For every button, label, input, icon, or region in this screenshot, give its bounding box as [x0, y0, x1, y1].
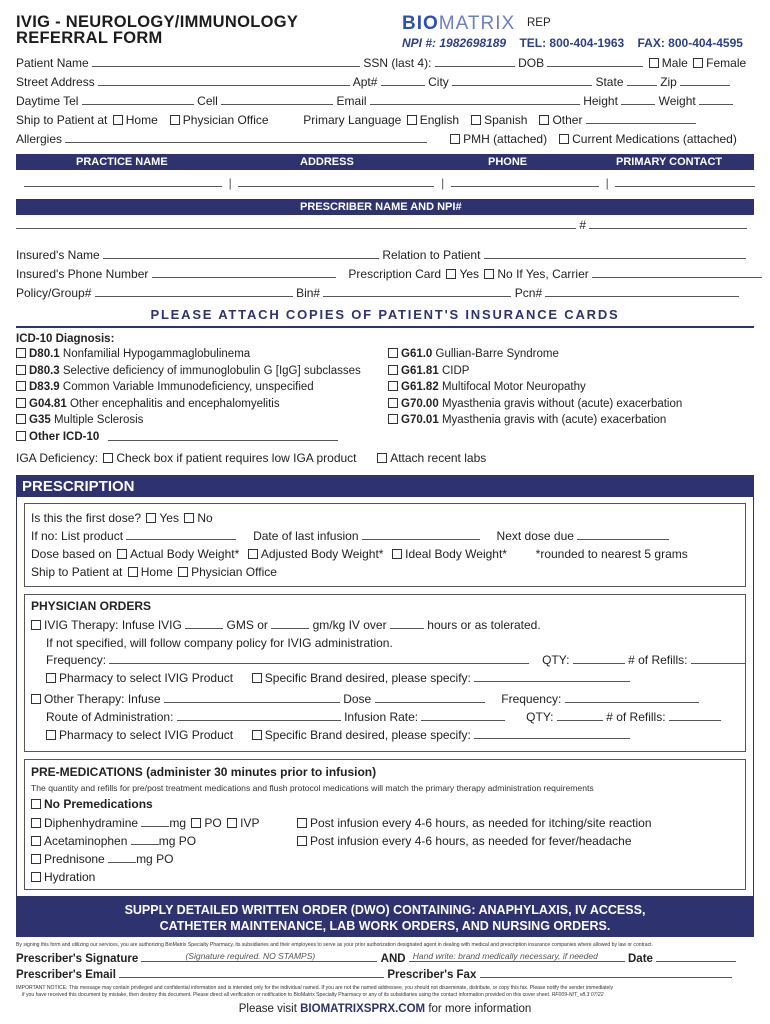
- insured-name-field[interactable]: [103, 248, 379, 259]
- post1-checkbox[interactable]: [297, 818, 307, 828]
- rounded-note: *rounded to nearest 5 grams: [535, 547, 688, 561]
- ssn-field[interactable]: [435, 56, 515, 67]
- patient-row-2: [16, 75, 730, 89]
- patient-row-4: [16, 113, 696, 127]
- prescriber-npi-field[interactable]: [589, 218, 747, 229]
- ivig-checkbox[interactable]: [31, 620, 41, 630]
- logo-rep: REP: [527, 17, 551, 29]
- city-label: City: [428, 75, 449, 89]
- other-language-checkbox[interactable]: [539, 115, 549, 125]
- icd-description: Myasthenia gravis without (acute) exacerbation: [441, 397, 683, 410]
- icd-right-list: [388, 347, 682, 430]
- primary-contact-header: PRIMARY CONTACT: [616, 156, 723, 168]
- rx-ship-row: [31, 565, 277, 579]
- icd-option: [388, 364, 682, 381]
- hydration-checkbox[interactable]: [31, 872, 41, 882]
- ideal-bw-checkbox[interactable]: [392, 549, 402, 559]
- physician-orders-title: PHYSICIAN ORDERS: [31, 599, 152, 613]
- pred-mg-po-label: mg PO: [136, 852, 174, 866]
- contact-line: [402, 36, 743, 50]
- dose-based-row: [31, 547, 688, 561]
- ivig-row: [31, 618, 541, 632]
- next-dose-field[interactable]: [577, 529, 669, 540]
- frequency-field[interactable]: [109, 653, 529, 664]
- carrier-field[interactable]: [592, 267, 762, 278]
- aceta-mg-po-label: mg PO: [158, 834, 197, 848]
- dwo-line2: CATHETER MAINTENANCE, LAB WORK ORDERS, AND NURSING ORDERS.: [159, 919, 611, 933]
- iga-checkbox[interactable]: [103, 453, 113, 463]
- other-language-field[interactable]: [586, 113, 696, 124]
- post2-row: [297, 834, 632, 848]
- pred-dose-field[interactable]: [108, 852, 136, 863]
- first-dose-yes-checkbox[interactable]: [146, 513, 156, 523]
- website-link[interactable]: BIOMATRIXSPRX.COM: [300, 1003, 426, 1015]
- icd-checkbox[interactable]: [16, 365, 26, 375]
- other-refills-field[interactable]: [669, 710, 721, 721]
- pcn-label: Pcn#: [514, 286, 543, 300]
- no-premeds-label: No Premedications: [44, 797, 153, 811]
- icd-description: Other encephalitis and encephalomyelitis: [69, 397, 280, 410]
- dose-label: Dose: [343, 692, 372, 706]
- policy-label: Policy/Group#: [16, 286, 92, 300]
- signature-label: Prescriber's Signature: [16, 953, 139, 965]
- rx-card-yes-label: Yes: [459, 267, 480, 281]
- height-field[interactable]: [621, 94, 655, 105]
- ivig-pharmacy-select-checkbox[interactable]: [46, 673, 56, 683]
- form-title: [16, 14, 298, 46]
- ssn-label: SSN (last 4):: [363, 56, 432, 70]
- daytime-tel-label: Daytime Tel: [16, 94, 79, 108]
- gms-label: GMS or: [226, 618, 268, 632]
- icd-description: Nonfamilial Hypogammaglobulinema: [62, 348, 251, 360]
- apt-label: Apt#: [352, 75, 378, 89]
- prescriber-header-bar: [16, 199, 754, 215]
- relation-field[interactable]: [484, 248, 746, 259]
- daytime-tel-field[interactable]: [82, 94, 194, 105]
- rx-card-yes-checkbox[interactable]: [446, 269, 456, 279]
- icd-code: G70.00: [401, 397, 439, 410]
- refills-field[interactable]: [691, 653, 745, 664]
- icd-description: Gullian-Barre Syndrome: [435, 348, 559, 360]
- next-dose-label: Next dose due: [496, 529, 574, 543]
- actual-bw-label: Actual Body Weight*: [130, 547, 240, 561]
- phone-header: PHONE: [488, 156, 528, 168]
- signature-row: [16, 951, 736, 966]
- route-row: [46, 710, 721, 724]
- other-specific-brand-checkbox[interactable]: [252, 730, 262, 740]
- patient-row-3: [16, 94, 733, 108]
- height-label: Height: [583, 94, 618, 108]
- last-infusion-field[interactable]: [362, 529, 480, 540]
- post2-label: Post infusion every 4-6 hours, as needed for fever/headache: [310, 834, 632, 848]
- prescriber-npi-label: #: [579, 218, 587, 232]
- state-field[interactable]: [627, 75, 657, 86]
- prescriber-email-field[interactable]: [119, 967, 384, 978]
- prescriber-fax-field[interactable]: [480, 967, 732, 978]
- insured-phone-field[interactable]: [152, 267, 336, 278]
- ship-office-checkbox[interactable]: [170, 115, 180, 125]
- pred-label: Prednisone: [44, 852, 105, 866]
- other-pharmacy-select-label: Pharmacy to select IVIG Product: [59, 728, 234, 742]
- zip-field[interactable]: [680, 75, 730, 86]
- practice-row: | | |: [16, 176, 755, 190]
- icd-left-list: [16, 347, 361, 446]
- primary-language-label: Primary Language: [303, 113, 402, 127]
- diphen-dose-field[interactable]: [141, 816, 169, 827]
- patient-name-field[interactable]: [92, 56, 360, 67]
- hydration-label: Hydration: [44, 870, 96, 884]
- practice-name-field[interactable]: [24, 176, 222, 187]
- icd-code: G61.0: [401, 348, 433, 360]
- signature-field[interactable]: [141, 951, 377, 962]
- first-dose-no-label: No: [197, 511, 213, 525]
- first-dose-no-checkbox[interactable]: [184, 513, 194, 523]
- prescriber-email-label: Prescriber's Email: [16, 969, 116, 981]
- spanish-label: Spanish: [484, 113, 528, 127]
- frequency-label: Frequency:: [46, 653, 107, 667]
- icd-code: G70.01: [401, 414, 439, 426]
- ship-office-label: Physician Office: [182, 113, 269, 127]
- allergies-label: Allergies: [16, 132, 63, 146]
- visit-label: Please visit: [238, 1003, 297, 1015]
- rx-ship-home-checkbox[interactable]: [128, 567, 138, 577]
- icd-code: Other ICD-10: [29, 430, 100, 443]
- other-language-label: Other: [552, 113, 583, 127]
- hours-label: hours or as tolerated.: [427, 618, 541, 632]
- other-therapy-row: [31, 692, 699, 706]
- email-field[interactable]: [370, 94, 580, 105]
- visit-line: [0, 1003, 770, 1015]
- other-therapy-checkbox[interactable]: [31, 694, 41, 704]
- insurance-row-2: [16, 267, 762, 281]
- ship-home-checkbox[interactable]: [113, 115, 123, 125]
- dwo-bar: [16, 897, 754, 937]
- other-pharmacy-row: [46, 728, 630, 742]
- other-pharmacy-select-checkbox[interactable]: [46, 730, 56, 740]
- dose-based-label: Dose based on: [31, 547, 112, 561]
- post2-checkbox[interactable]: [297, 836, 307, 846]
- female-label: Female: [706, 56, 747, 70]
- iga-check-label: Check box if patient requires low IGA product: [116, 451, 357, 465]
- icd-option: [16, 380, 361, 397]
- icd-option: [388, 347, 682, 364]
- icd-option: [16, 430, 361, 447]
- street-field[interactable]: [98, 75, 350, 86]
- other-icd-field[interactable]: [108, 440, 338, 441]
- icd-option: [16, 413, 361, 430]
- other-qty-label: QTY:: [526, 710, 554, 724]
- date-label: Date: [628, 953, 653, 965]
- street-label: Street Address: [16, 75, 95, 89]
- refills-label: # of Refills:: [628, 653, 688, 667]
- actual-bw-checkbox[interactable]: [117, 549, 127, 559]
- icd-code: G61.82: [401, 381, 439, 393]
- insurance-row-1: [16, 248, 746, 262]
- policy-note: If not specified, will follow company policy for IVIG administration.: [46, 636, 393, 650]
- diphen-ivp-label: IVP: [240, 816, 260, 830]
- premeds-title: PRE-MEDICATIONS (administer 30 minutes prior to infusion): [31, 765, 377, 779]
- icd-checkbox[interactable]: [16, 431, 26, 441]
- icd-option: [388, 397, 682, 414]
- route-label: Route of Administration:: [46, 710, 174, 724]
- rx-ship-home-label: Home: [140, 565, 173, 579]
- rx-card-no-checkbox[interactable]: [484, 269, 494, 279]
- brand-necessary-field[interactable]: [409, 951, 625, 962]
- policy-field[interactable]: [95, 286, 293, 297]
- male-label: Male: [661, 56, 688, 70]
- other-frequency-field[interactable]: [565, 692, 699, 703]
- practice-name-header: PRACTICE NAME: [76, 156, 168, 168]
- icd-description: Common Variable Immunodeficiency, unspecified: [62, 381, 314, 393]
- adjusted-bw-checkbox[interactable]: [248, 549, 258, 559]
- ivig-specific-brand-checkbox[interactable]: [252, 673, 262, 683]
- insured-phone-label: Insured's Phone Number: [16, 267, 149, 281]
- practice-contact-field[interactable]: [615, 176, 755, 187]
- important-notice-1: IMPORTANT NOTICE: This message may contain privileged and confidential information and is intended only for the individual named. If you are not the named addressee, you should not disseminate, distribute, or copy this fax. Please notify the sender immediately: [16, 985, 614, 991]
- bin-label: Bin#: [296, 286, 321, 300]
- dwo-line1: SUPPLY DETAILED WRITTEN ORDER (DWO) CONTAINING: ANAPHYLAXIS, IV ACCESS,: [124, 903, 646, 917]
- signature-note: (Signature required. NO STAMPS): [185, 951, 316, 961]
- icd-checkbox[interactable]: [16, 414, 26, 424]
- iga-label: IGA Deficiency:: [16, 451, 99, 465]
- icd-option: [16, 364, 361, 381]
- icd-heading: ICD-10 Diagnosis:: [16, 333, 115, 345]
- other-therapy-field[interactable]: [164, 692, 340, 703]
- city-field[interactable]: [452, 75, 592, 86]
- diphen-po-checkbox[interactable]: [191, 818, 201, 828]
- hand-write-note: Hand write: brand medically necessary, if needed: [412, 951, 598, 961]
- allergies-field[interactable]: [65, 132, 427, 143]
- ivig-pharmacy-row: [46, 671, 630, 685]
- consent-text: By signing this form and utilizing our services, you are authorizing BioMatrix Specialty Pharmacy, its subsidiaries and their employees to serve as your prior authorization designated agent in dealing with medical and prescription insurance companies where allowed by law or contract.: [16, 942, 653, 948]
- bin-field[interactable]: [323, 286, 511, 297]
- icd-checkbox[interactable]: [388, 398, 398, 408]
- patient-row-1: [16, 56, 746, 70]
- iga-row: [16, 451, 486, 465]
- insured-name-label: Insured's Name: [16, 248, 100, 262]
- patient-name-label: Patient Name: [16, 56, 89, 70]
- prescription-title: PRESCRIPTION: [22, 478, 135, 495]
- weight-label: Weight: [658, 94, 696, 108]
- icd-code: D80.1: [29, 348, 60, 360]
- icd-description: CIDP: [441, 364, 470, 377]
- if-no-label: If no: List product: [31, 529, 124, 543]
- female-checkbox[interactable]: [693, 58, 703, 68]
- aceta-label: Acetaminophen: [44, 834, 128, 848]
- icd-option: [16, 397, 361, 414]
- icd-checkbox[interactable]: [16, 398, 26, 408]
- email-fax-row: [16, 967, 732, 982]
- pred-row: [31, 852, 173, 866]
- icd-code: D80.3: [29, 364, 60, 377]
- prescriber-header: PRESCRIBER NAME AND NPI#: [300, 201, 462, 213]
- spanish-checkbox[interactable]: [471, 115, 481, 125]
- if-no-row: [31, 529, 669, 543]
- cell-field[interactable]: [221, 94, 333, 105]
- other-qty-field[interactable]: [557, 710, 603, 721]
- practice-address-field[interactable]: [238, 176, 434, 187]
- premeds-note: The quantity and refills for pre/post treatment medications and flush protocol medications will match the primary therapy administration requirements: [31, 783, 594, 793]
- zip-label: Zip: [660, 75, 677, 89]
- insurance-attach-note: PLEASE ATTACH COPIES OF PATIENT'S INSURANCE CARDS: [150, 307, 620, 322]
- other-specific-brand-label: Specific Brand desired, please specify:: [264, 728, 471, 742]
- qty-field[interactable]: [573, 653, 625, 664]
- ideal-bw-label: Ideal Body Weight*: [405, 547, 507, 561]
- ship-home-label: Home: [125, 113, 158, 127]
- ivig-amount-field[interactable]: [185, 618, 223, 629]
- adjusted-bw-label: Adjusted Body Weight*: [260, 547, 384, 561]
- icd-option: [388, 380, 682, 397]
- qty-label: QTY:: [542, 653, 570, 667]
- weight-field[interactable]: [699, 94, 733, 105]
- first-dose-row: [31, 511, 213, 525]
- icd-checkbox[interactable]: [388, 414, 398, 424]
- practice-header-bar: [16, 154, 754, 170]
- insurance-divider: [16, 326, 754, 328]
- rx-card-label: Prescription Card: [348, 267, 442, 281]
- first-dose-label: Is this the first dose?: [31, 511, 142, 525]
- male-checkbox[interactable]: [649, 58, 659, 68]
- important-notice-2: [22, 992, 604, 999]
- state-label: State: [595, 75, 624, 89]
- form-header: [16, 14, 756, 54]
- more-info-label: for more information: [428, 1003, 532, 1015]
- form-code: RF009-NIT_v8.3 07/22: [551, 992, 604, 998]
- current-meds-label: Current Medications (attached): [572, 132, 737, 146]
- pmh-label: PMH (attached): [463, 132, 548, 146]
- prescription-bar: [16, 475, 754, 497]
- diphen-po-label: PO: [204, 816, 222, 830]
- attach-labs-label: Attach recent labs: [390, 451, 487, 465]
- infusion-rate-field[interactable]: [421, 710, 505, 721]
- biomatrix-logo: BIOMATRIX: [402, 13, 516, 34]
- aceta-checkbox[interactable]: [31, 836, 41, 846]
- icd-description: Selective deficiency of immunoglobulin G [IgG] subclasses: [62, 364, 361, 377]
- icd-checkbox[interactable]: [16, 381, 26, 391]
- ship-to-label: Ship to Patient at: [16, 113, 108, 127]
- icd-checkbox[interactable]: [388, 365, 398, 375]
- no-premeds-row: [31, 797, 153, 811]
- diphen-checkbox[interactable]: [31, 818, 41, 828]
- other-brand-field[interactable]: [474, 728, 630, 739]
- dob-field[interactable]: [547, 56, 643, 67]
- aceta-row: [31, 834, 196, 848]
- aceta-dose-field[interactable]: [131, 834, 159, 845]
- practice-phone-field[interactable]: [451, 176, 599, 187]
- frequency-row: [46, 653, 745, 667]
- diphen-ivp-checkbox[interactable]: [227, 818, 237, 828]
- icd-option: [16, 347, 361, 364]
- patient-row-5: [16, 132, 737, 146]
- dob-label: DOB: [518, 56, 545, 70]
- other-frequency-label: Frequency:: [501, 692, 562, 706]
- gmkg-field[interactable]: [271, 618, 309, 629]
- first-dose-yes-label: Yes: [159, 511, 179, 525]
- insurance-row-3: [16, 286, 739, 300]
- ivig-brand-field[interactable]: [474, 671, 630, 682]
- hydration-row: [31, 870, 95, 884]
- icd-checkbox[interactable]: [16, 348, 26, 358]
- email-label: Email: [336, 94, 367, 108]
- pharmacy-fax: FAX: 800-404-4595: [637, 36, 743, 50]
- icd-heading-text: ICD-10 Diagnosis: [16, 333, 111, 345]
- no-premeds-checkbox[interactable]: [31, 799, 41, 809]
- carrier-label: If Yes, Carrier: [516, 267, 589, 281]
- product-field[interactable]: [126, 529, 236, 540]
- current-meds-checkbox[interactable]: [559, 134, 569, 144]
- pcn-field[interactable]: [545, 286, 739, 297]
- post1-row: [297, 816, 652, 830]
- prescriber-name-field[interactable]: [16, 218, 576, 229]
- address-header: ADDRESS: [300, 156, 354, 168]
- english-checkbox[interactable]: [407, 115, 417, 125]
- ivig-infuse-label: IVIG Therapy: Infuse IVIG: [44, 618, 182, 632]
- important-notice-2-text: if you have received this document by mistake, then destroy this document. Please direct all verification or notification to BioMatrix Specialty Pharmacy or any of its subsidiaries using the contact information provided on this cover sheet.: [22, 992, 551, 998]
- icd-description: Myasthenia gravis with (acute) exacerbation: [441, 414, 667, 426]
- form-title-line1: IVIG - NEUROLOGY/IMMUNOLOGY: [16, 13, 299, 31]
- icd-code: D83.9: [29, 381, 60, 393]
- form-title-line2: REFERRAL FORM: [16, 29, 163, 47]
- relation-label: Relation to Patient: [382, 248, 481, 262]
- icd-description: Multiple Sclerosis: [53, 414, 144, 426]
- pmh-checkbox[interactable]: [450, 134, 460, 144]
- pred-checkbox[interactable]: [31, 854, 41, 864]
- diphen-label: Diphenhydramine: [44, 816, 139, 830]
- and-label: AND: [380, 953, 406, 965]
- hours-field[interactable]: [390, 618, 424, 629]
- rx-card-no-label: No: [497, 267, 513, 281]
- english-label: English: [419, 113, 460, 127]
- icd-code: G04.81: [29, 397, 67, 410]
- icd-code: G61.81: [401, 364, 439, 377]
- attach-labs-checkbox[interactable]: [377, 453, 387, 463]
- gmkg-label: gm/kg IV over: [312, 618, 387, 632]
- rx-ship-office-checkbox[interactable]: [178, 567, 188, 577]
- cell-label: Cell: [197, 94, 218, 108]
- rx-ship-label: Ship to Patient at: [31, 565, 123, 579]
- icd-checkbox[interactable]: [388, 381, 398, 391]
- pharmacy-tel: TEL: 800-404-1963: [519, 36, 625, 50]
- dose-field[interactable]: [375, 692, 485, 703]
- icd-description: Multifocal Motor Neuropathy: [441, 381, 586, 393]
- infusion-rate-label: Infusion Rate:: [344, 710, 419, 724]
- pharmacy-npi: NPI #: 1982698189: [402, 36, 507, 50]
- date-field[interactable]: [656, 951, 736, 962]
- icd-checkbox[interactable]: [388, 348, 398, 358]
- route-field[interactable]: [177, 710, 341, 721]
- icd-code: G35: [29, 414, 51, 426]
- rx-ship-office-label: Physician Office: [191, 565, 277, 579]
- other-therapy-label: Other Therapy: Infuse: [44, 692, 161, 706]
- post1-label: Post infusion every 4-6 hours, as needed for itching/site reaction: [310, 816, 652, 830]
- other-refills-label: # of Refills:: [606, 710, 666, 724]
- prescriber-row: [16, 218, 747, 232]
- last-infusion-label: Date of last infusion: [253, 529, 359, 543]
- diphen-row: [31, 816, 259, 830]
- ivig-pharmacy-select-label: Pharmacy to select IVIG Product: [59, 671, 234, 685]
- diphen-mg-label: mg: [169, 816, 187, 830]
- apt-field[interactable]: [381, 75, 425, 86]
- prescriber-fax-label: Prescriber's Fax: [387, 969, 477, 981]
- icd-option: [388, 413, 682, 430]
- ivig-specific-brand-label: Specific Brand desired, please specify:: [264, 671, 471, 685]
